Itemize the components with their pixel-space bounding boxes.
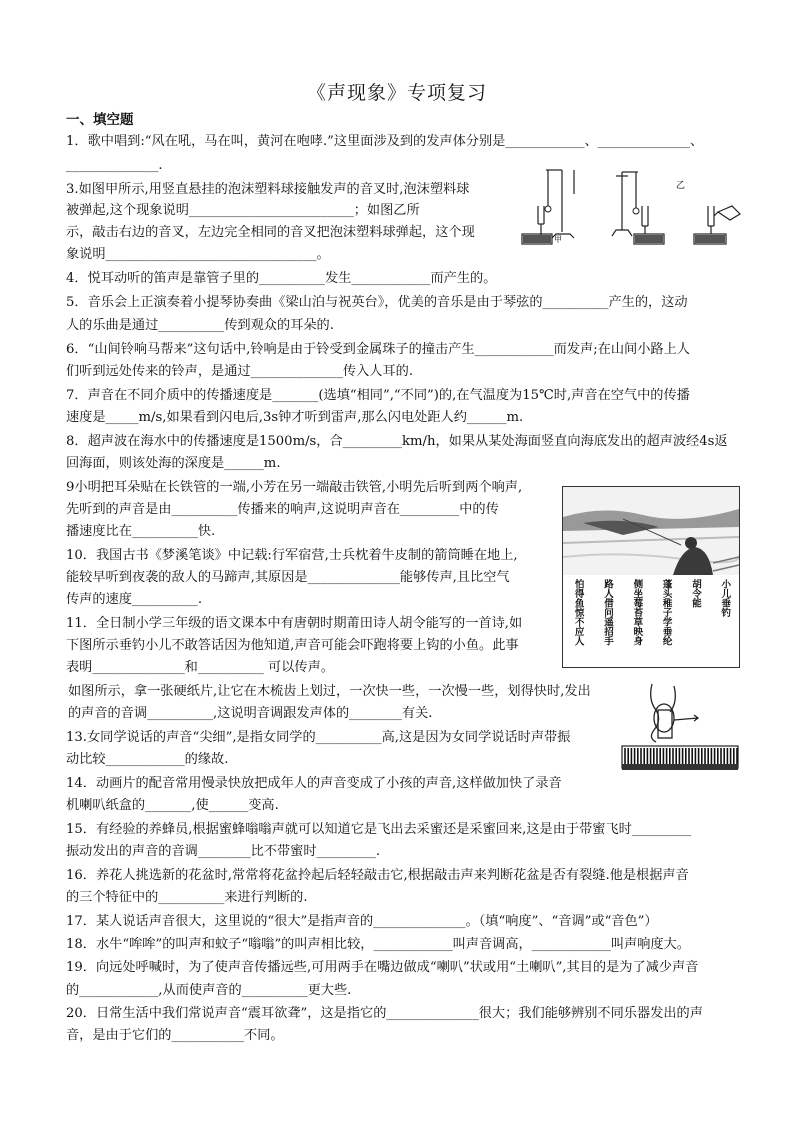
question-line: 回海面，则该处海的深度是______m.: [66, 456, 281, 471]
question-line: 机喇叭纸盒的_______,使______变高.: [66, 798, 279, 813]
question-line: 能较早听到夜袭的敌人的马蹄声,其原因是______________能够传声,且比空气: [66, 570, 510, 585]
question-line: 19．向远处呼喊时，为了使声音传播远些,可用两手在嘴边做成“喇叭”状或用“土喇叭”,其目的是为了减少声音: [66, 960, 699, 975]
question-line: 20．日常生活中我们常说声音“震耳欲聋”，这是指它的______________很大；我们能够辨别不同乐器发出的声: [66, 1006, 703, 1021]
question-line: 10．我国古书《梦溪笔谈》中记载:行军宿营,士兵枕着牛皮制的箭筒睡在地上,: [66, 548, 518, 563]
poem-col: 侧坐莓苔草映身: [631, 579, 643, 646]
question-line: 们听到远处传来的铃声，是通过______________传入人耳的.: [66, 364, 414, 379]
question-line: 17．某人说话声音很大，这里说的“很大”是指声音的______________。（填“响度”、“音调”或“音色”）: [66, 914, 658, 929]
question-line: 1．歌中唱到:“风在吼，马在叫，黄河在咆哮.”这里面涉及到的发声体分别是____________、______________、: [66, 134, 704, 149]
comb-card-figure: [618, 680, 742, 780]
question-line: 的____________,从而使声音的__________更大些.: [66, 983, 352, 998]
question-line: ______________.: [66, 158, 163, 173]
question-line: 8．超声波在海水中的传播速度是1500m/s，合_________km/h，如果从某处海面竖直向海底发出的超声波经4s返: [66, 434, 728, 449]
question-line: 先听到的声音是由__________传播来的响声,这说明声音在_________中的传: [66, 502, 499, 517]
question-line: 表明______________和__________ 可以传声。: [66, 660, 334, 675]
question-line: 下图所示垂钓小儿不敢答话因为他知道,声音可能会吓跑将要上钩的小鱼。此事: [66, 638, 519, 653]
question-line: 18．水牛“哞哞”的叫声和蚊子“嗡嗡”的叫声相比较，____________叫声音调高，____________叫声响度大。: [66, 937, 690, 952]
question-line: 15．有经验的养蜂员,根据蜜蜂嗡嗡声就可以知道它是飞出去采蜜还是采蜜回来,这是由于带蜜飞时_________: [66, 822, 692, 837]
question-line: 动比较____________的缘故.: [66, 752, 229, 767]
question-line: 示，敲击右边的音叉，左边完全相同的音叉把泡沫塑料球弹起，这个现: [66, 225, 475, 240]
question-line: 11．全日制小学三年级的语文课本中有唐朝时期莆田诗人胡令能写的一首诗,如: [66, 616, 523, 631]
question-line: 的声音的音调__________,这说明音调跟发声体的________有关.: [68, 706, 433, 721]
label-yi: 乙: [676, 181, 686, 191]
question-line: 的三个特征中的__________来进行判断的.: [66, 890, 308, 905]
poem-col: 小儿垂钓: [719, 579, 731, 617]
poem-columns: [563, 579, 739, 665]
fishing-boy-illustration: [563, 487, 739, 575]
question-line: 16．养花人挑选新的花盆时,常常将花盆拎起后轻轻敲击它,根据敲击声来判断花盆是否有裂缝.他是根据声音: [66, 868, 689, 883]
question-line: 14．动画片的配音常用慢录快放把成年人的声音变成了小孩的声音,这样做加快了录音: [66, 776, 562, 791]
label-jia: 甲: [554, 235, 562, 244]
tuning-fork-figure: [518, 164, 746, 252]
page-title: 《声现象》专项复习: [306, 82, 487, 104]
question-line: 4．悦耳动听的笛声是靠管子里的__________发生____________而产生的。: [66, 271, 497, 286]
question-line: 7．声音在不同介质中的传播速度是_______(选填“相同”,“不同”)的,在气温度为15℃时,声音在空气中的传播: [66, 388, 690, 403]
question-line: 13.女同学说话的声音“尖细”,是指女同学的__________高,这是因为女同学说话时声带振: [66, 730, 571, 745]
question-line: 传声的速度__________.: [66, 592, 203, 607]
question-line: 播速度比在__________快.: [66, 524, 216, 539]
poem-col: 胡令能: [689, 579, 701, 608]
question-line: 如图所示，拿一张硬纸片,让它在木梳齿上划过，一次快一些，一次慢一些，划得快时,发出: [68, 684, 591, 699]
question-line: 3.如图甲所示,用竖直悬挂的泡沫塑料球接触发声的音叉时,泡沫塑料球: [66, 182, 470, 197]
poem-col: 路人借问遥招手: [601, 579, 613, 646]
question-line: 人的乐曲是通过__________传到观众的耳朵的.: [66, 318, 334, 333]
question-line: 象说明________________________________。: [66, 247, 330, 262]
question-line: 音，是由于它们的___________不同。: [66, 1028, 284, 1043]
section-heading: 一、填空题: [66, 112, 134, 128]
question-line: 速度是_____m/s,如果看到闪电后,3s钟才听到雷声,那么闪电处距人约______m.: [66, 410, 524, 425]
poem-figure: [562, 486, 740, 668]
question-line: 9小明把耳朵贴在长铁管的一端,小芳在另一端敲击铁管,小明先后听到两个响声,: [66, 480, 523, 495]
poem-col: 怕得鱼惊不应人: [572, 579, 584, 646]
question-line: 5．音乐会上正演奏着小提琴协奏曲《梁山泊与祝英台》，优美的音乐是由于琴弦的__________产生的，这动: [66, 295, 688, 310]
question-line: 6．“山间铃响马帮来”这句话中,铃响是由于铃受到金属珠子的撞击产生____________而发声;在山间小路上人: [66, 342, 690, 357]
poem-col: 蓬头稚子学垂纶: [660, 579, 672, 646]
question-line: 振动发出的声音的音调________比不带蜜时_________.: [66, 844, 381, 859]
question-line: 被弹起,这个现象说明_________________________；如图乙所: [66, 203, 420, 218]
